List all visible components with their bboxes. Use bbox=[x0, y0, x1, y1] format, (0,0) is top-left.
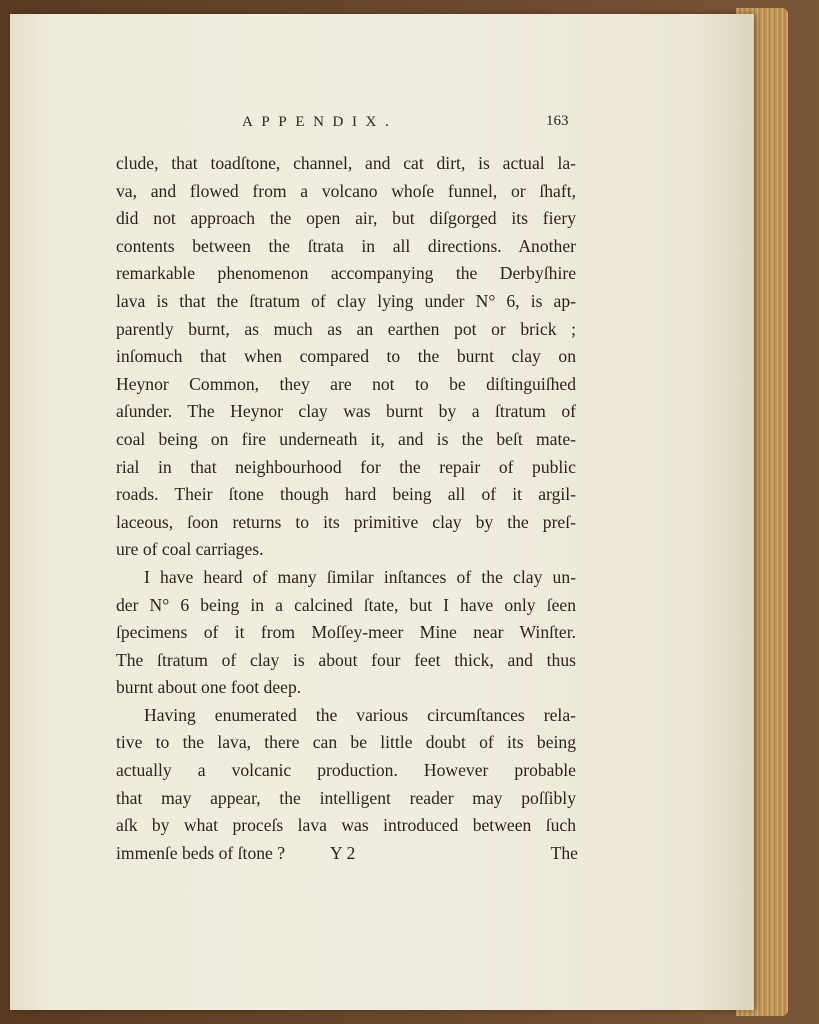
text-line: aſk by what proceſs lava was introduced between ſuch bbox=[116, 815, 576, 836]
text-line: that may appear, the intelligent reader may poſſibly bbox=[116, 787, 576, 808]
text-line: tive to the lava, there can be little doubt of its being bbox=[116, 732, 576, 753]
text-line: did not approach the open air, but diſgorged its fiery bbox=[116, 208, 576, 229]
text-line: remarkable phenomenon accompanying the Derbyſhire bbox=[116, 263, 576, 284]
text-line: burnt about one foot deep. bbox=[116, 677, 302, 698]
text-line: Having enumerated the various circumſtances rela- bbox=[144, 704, 576, 725]
text-line: ure of coal carriages. bbox=[116, 539, 264, 560]
text-line: immenſe beds of ſtone ? bbox=[116, 842, 286, 863]
catchword: The bbox=[550, 843, 578, 863]
text-line: coal being on fire underneath it, and is the beſt mate- bbox=[116, 428, 576, 449]
text-line: roads. Their ſtone though hard being all of it argil- bbox=[116, 484, 576, 505]
text-block bbox=[116, 150, 576, 867]
footer-row bbox=[116, 843, 578, 869]
text-line: aſunder. The Heynor clay was burnt by a ſtratum of bbox=[116, 401, 576, 422]
running-head: APPENDIX. bbox=[242, 114, 398, 130]
text-line: I have heard of many ſimilar inſtances of the clay un- bbox=[144, 566, 576, 587]
text-line: contents between the ſtrata in all directions. Another bbox=[116, 235, 576, 256]
text-line: lava is that the ſtratum of clay lying under N° 6, is ap- bbox=[116, 290, 576, 311]
text-line: parently burnt, as much as an earthen pot or brick ; bbox=[116, 318, 576, 339]
text-line: clude, that toadſtone, channel, and cat dirt, is actual la- bbox=[116, 153, 576, 173]
text-line: actually a volcanic production. However probable bbox=[116, 760, 576, 781]
page-number: 163 bbox=[546, 113, 569, 129]
text-line: The ſtratum of clay is about four feet thick, and thus bbox=[116, 649, 576, 670]
text-line: inſomuch that when compared to the burnt clay on bbox=[116, 346, 576, 367]
signature-mark: Y 2 bbox=[330, 843, 356, 863]
text-line: laceous, ſoon returns to its primitive clay by the preſ- bbox=[116, 511, 576, 532]
text-line: Heynor Common, they are not to be diſtinguiſhed bbox=[116, 373, 576, 394]
text-line: der N° 6 being in a calcined ſtate, but I have only ſeen bbox=[116, 594, 576, 615]
text-line: va, and flowed from a volcano whoſe funnel, or ſhaft, bbox=[116, 180, 576, 201]
text-line: ſpecimens of it from Moſſey-meer Mine near Winſter. bbox=[116, 622, 576, 643]
text-line: rial in that neighbourhood for the repair of public bbox=[116, 456, 576, 477]
